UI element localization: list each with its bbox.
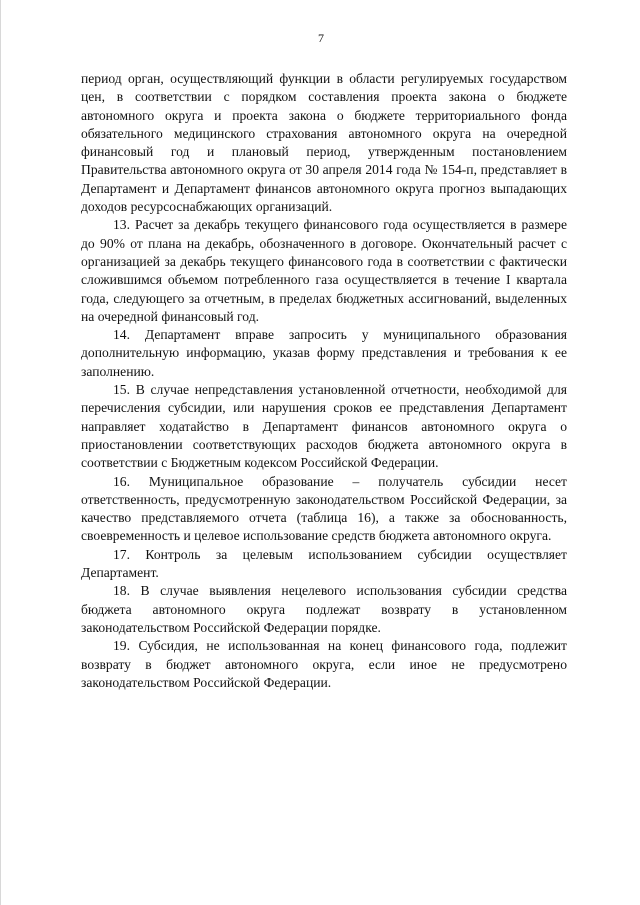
page-number: 7 bbox=[318, 31, 324, 45]
paragraph-13: 13. Расчет за декабрь текущего финансового года осуществляется в размере до 90% от плана на декабрь, обозначенного в договоре. Окончательный расчет с организацией за декабрь текущего финансового года в соответствии с фактически сложившимся объемом потребленного газа осуществляется в течение I квартала года, следующего за отчетным, в пределах бюджетных ассигнований, выделенных на очередной финансовый год. bbox=[81, 217, 567, 324]
paragraph-16: 16. Муниципальное образование – получатель субсидии несет ответственность, предусмотренную законодательством Российской Федерации, за качество представляемого отчета (таблица 16), а также за обоснованность, своевременность и целевое использование средств бюджета автономного округа. bbox=[81, 473, 567, 544]
paragraph-15: 15. В случае непредставления установленной отчетности, необходимой для перечисления субсидии, или нарушения сроков ее представления Департамент направляет ходатайство в Департамент финансов автономного округа о приостановлении соответствующих расходов бюджета автономного округа в соответствии с Бюджетным кодексом Российской Федерации. bbox=[81, 382, 567, 471]
paragraph-18: 18. В случае выявления нецелевого использования субсидии средства бюджета автономного округа подлежат возврату в установленном законодательством Российской Федерации порядке. bbox=[81, 583, 567, 635]
paragraph-14: 14. Департамент вправе запросить у муниципального образования дополнительную информацию, указав форму представления и требования к ее заполнению. bbox=[81, 327, 567, 379]
document-body bbox=[81, 70, 567, 692]
paragraph-19: 19. Субсидия, не использованная на конец финансового года, подлежит возврату в бюджет автономного округа, если иное не предусмотрено законодательством Российской Федерации. bbox=[81, 638, 567, 690]
paragraph-17: 17. Контроль за целевым использованием субсидии осуществляет Департамент. bbox=[81, 546, 567, 581]
paragraph-continuation: период орган, осуществляющий функции в области регулируемых государством цен, в соответствии с порядком составления проекта закона о бюджете автономного округа и проекта закона о бюджете территориального фонда обязательного медицинского страхования автономного округа на очередной финансовый год и плановый период, утвержденным постановлением Правительства автономного округа от 30 апреля 2014 года № 154-п, представляет в Департамент и Департамент финансов автономного округа прогноз выпадающих доходов ресурсоснабжающих организаций. bbox=[81, 71, 567, 215]
